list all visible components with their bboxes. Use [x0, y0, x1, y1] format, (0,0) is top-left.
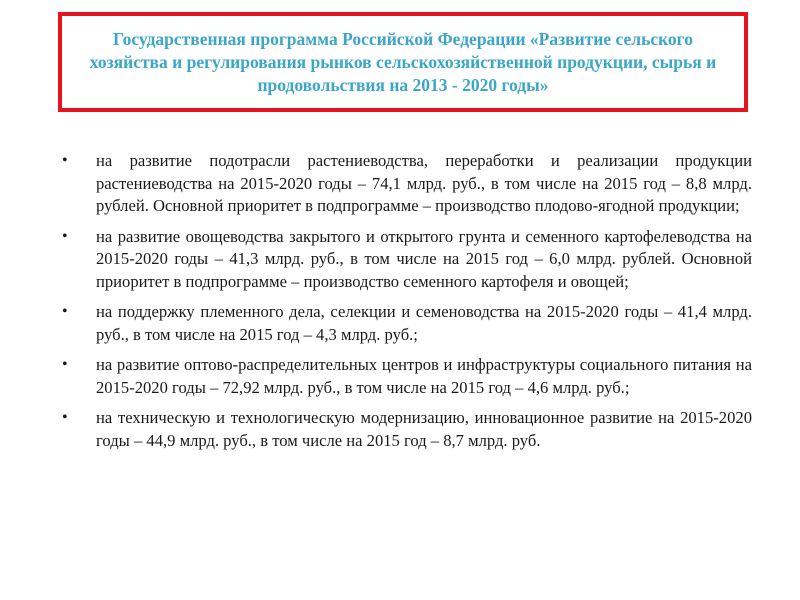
bullet-item: [62, 407, 752, 452]
bullet-item: [62, 150, 752, 218]
bullet-icon: •: [62, 152, 68, 169]
slide-title: Государственная программа Российской Федерации «Развитие сельского хозяйства и регулирования рынков сельскохозяйственной продукции, сырья и продовольствия на 2013 - 2020 годы»: [89, 28, 717, 95]
bullet-list: [62, 150, 752, 460]
bullet-item: [62, 354, 752, 399]
bullet-text: на развитие овощеводства закрытого и открытого грунта и семенного картофелеводства на 2015-2020 годы – 41,3 млрд. руб., в том числе на 2015 год – 6,0 млрд. рублей. Основной приоритет в подпрограмме – производство семенного картофеля и овощей;: [96, 226, 752, 291]
title-box: [58, 12, 748, 112]
bullet-text: на развитие подотрасли растениеводства, переработки и реализации продукции растениеводства на 2015-2020 годы – 74,1 млрд. руб., в том числе на 2015 год – 8,8 млрд. рублей. Основной приоритет в подпрограмме – производство плодово-ягодной продукции;: [96, 151, 752, 215]
bullet-text: на поддержку племенного дела, селекции и семеноводства на 2015-2020 годы – 41,4 млрд. руб., в том числе на 2015 год – 4,3 млрд. руб.;: [96, 302, 752, 344]
bullet-item: [62, 301, 752, 346]
bullet-icon: •: [62, 409, 68, 426]
bullet-text: на развитие оптово-распределительных центров и инфраструктуры социального питания на 2015-2020 годы – 72,92 млрд. руб., в том числе на 2015 год – 4,6 млрд. руб.;: [96, 355, 752, 397]
bullet-icon: •: [62, 356, 68, 373]
bullet-text: на техническую и технологическую модернизацию, инновационное развитие на 2015-2020 годы – 44,9 млрд. руб., в том числе на 2015 год – 8,7 млрд. руб.: [96, 408, 752, 450]
bullet-icon: •: [62, 227, 68, 245]
bullet-item: [62, 226, 752, 294]
bullet-icon: •: [62, 303, 68, 320]
